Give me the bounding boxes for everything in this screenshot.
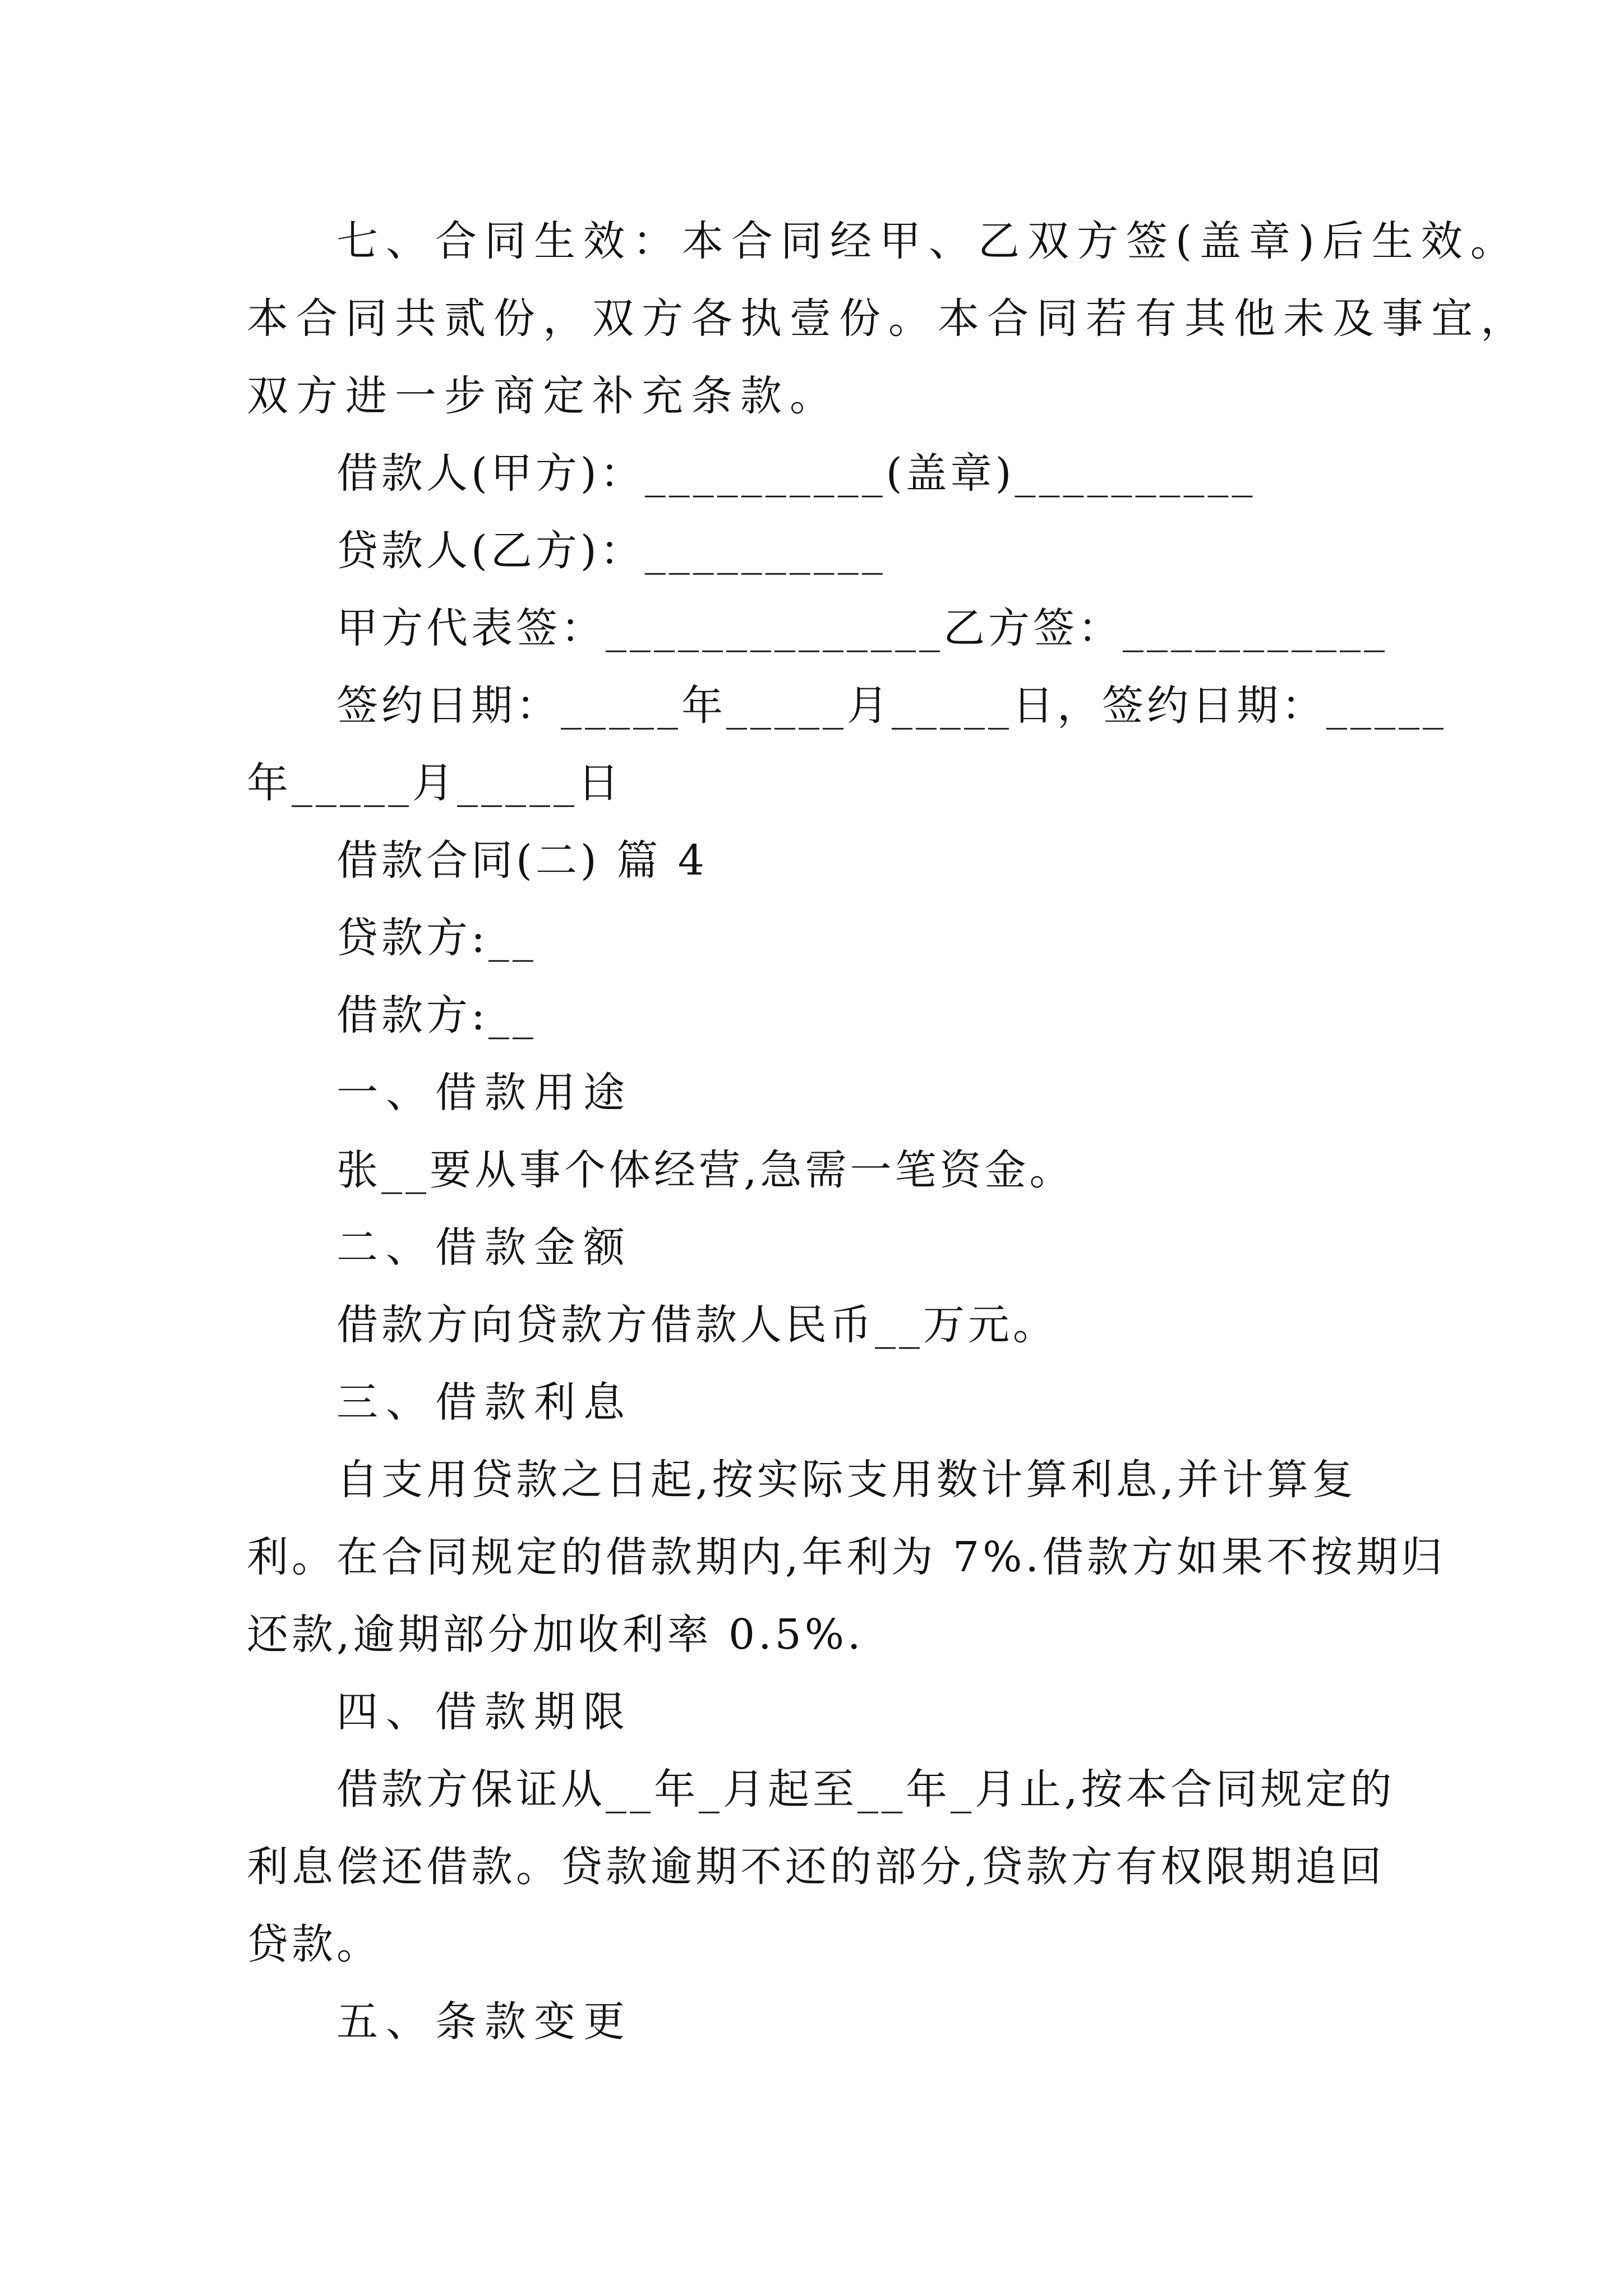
- clause-text: 利息偿还借款。贷款逾期不还的部分,贷款方有权限期追回: [247, 1843, 1385, 1891]
- signing-date-line: 签约日期：_____年_____月_____日，签约日期：_____: [336, 682, 1447, 730]
- representative-signature-line: 甲方代表签：______________乙方签：___________: [336, 604, 1388, 652]
- paragraph-line: 七、合同生效：本合同经甲、乙双方签(盖章)后生效。: [336, 217, 1520, 265]
- clause-heading: 二、借款金额: [336, 1223, 633, 1272]
- clause-text: 自支用贷款之日起,按实际支用数计算利息,并计算复: [336, 1456, 1357, 1504]
- clause-text: 贷款。: [247, 1920, 381, 1968]
- clause-heading: 三、借款利息: [336, 1378, 633, 1427]
- signing-date-line-continued: 年_____月_____日: [247, 759, 623, 807]
- paragraph-line: 本合同共贰份，双方各执壹份。本合同若有其他未及事宜，: [247, 295, 1530, 343]
- clause-heading: 一、借款用途: [336, 1069, 633, 1117]
- clause-text: 借款方向贷款方借款人民币__万元。: [336, 1301, 1058, 1349]
- paragraph-line: 双方进一步商定补充条款。: [247, 372, 839, 420]
- clause-text: 借款方保证从__年_月起至__年_月止,按本合同规定的: [336, 1765, 1395, 1814]
- clause-heading: 四、借款期限: [336, 1688, 633, 1736]
- lender-line: 贷款方:__: [336, 914, 537, 962]
- clause-text: 张__要从事个体经营,急需一笔资金。: [336, 1146, 1075, 1194]
- signature-line-borrower: 借款人(甲方)：__________(盖章)__________: [336, 449, 1256, 498]
- clause-heading: 五、条款变更: [336, 1998, 633, 2046]
- signature-line-lender: 贷款人(乙方)：__________: [336, 527, 886, 575]
- section-title: 借款合同(二) 篇 4: [336, 836, 708, 885]
- clause-text: 还款,逾期部分加收利率 0.5%.: [247, 1611, 864, 1659]
- clause-text: 利。在合同规定的借款期内,年利为 7%.借款方如果不按期归: [247, 1533, 1446, 1581]
- borrower-line: 借款方:__: [336, 991, 537, 1039]
